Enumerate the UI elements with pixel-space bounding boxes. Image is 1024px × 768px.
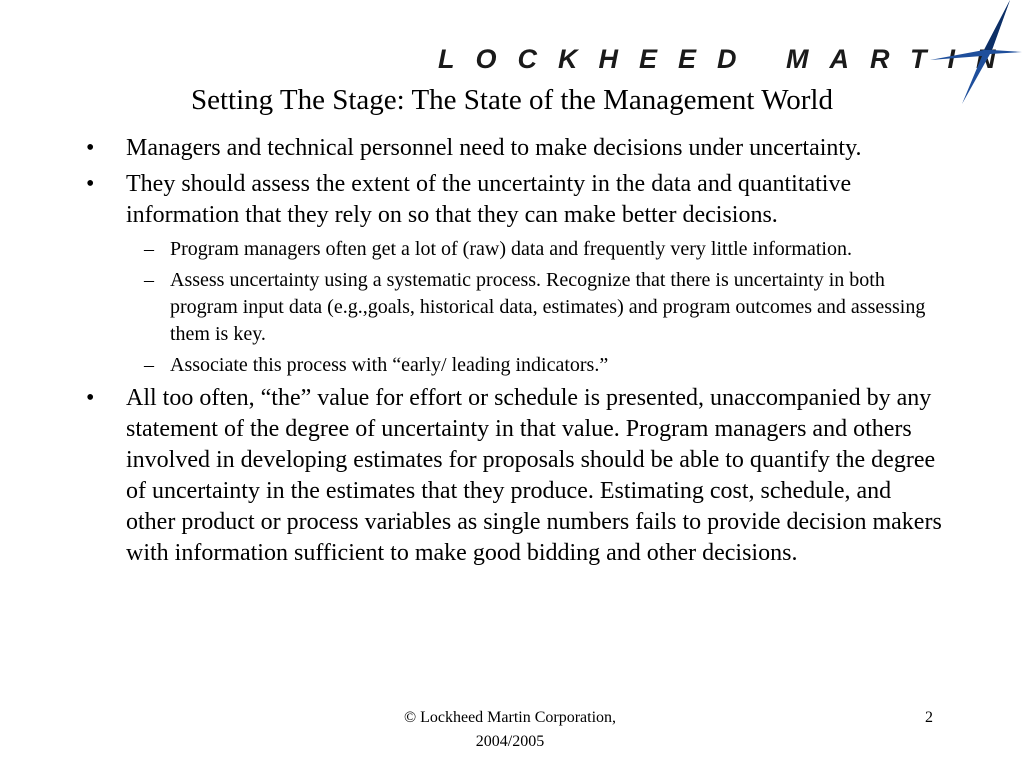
- sub-bullet-text: Associate this process with “early/ leading indicators.”: [170, 354, 609, 376]
- bullet-marker: •: [86, 171, 95, 197]
- slide-body: [86, 133, 946, 574]
- bullet-item: [86, 383, 946, 569]
- sub-bullet-item: [86, 267, 946, 348]
- bullet-marker: •: [86, 135, 95, 161]
- slide-title: Setting The Stage: The State of the Management World: [191, 84, 833, 116]
- dash-marker: –: [144, 269, 154, 291]
- sub-bullet-item: [86, 352, 946, 379]
- dash-marker: –: [144, 354, 154, 376]
- bullet-marker: •: [86, 385, 95, 411]
- sub-bullet-text: Program managers often get a lot of (raw) data and frequently very little information.: [170, 238, 852, 260]
- bullet-item: [86, 169, 946, 231]
- footer-copyright: [360, 706, 660, 754]
- sub-bullet-text: Assess uncertainty using a systematic process. Recognize that there is uncertainty in both program input data (e.g.,goals, historical data, estimates) and program outcomes and assessing them is key.: [170, 269, 926, 345]
- logo-wordmark: LOCKHEED MARTIN: [438, 44, 1017, 74]
- bullet-text: Managers and technical personnel need to make decisions under uncertainty.: [126, 135, 862, 161]
- bullet-text: All too often, “the” value for effort or schedule is presented, unaccompanied by any statement of the degree of uncertainty in that value. Program managers and others involved in developing estimates for proposals should be able to quantify the degree of uncertainty in the estimates that they produce. Estimating cost, schedule, and other product or process variables as single numbers fails to provide decision makers with information sufficient to make good bidding and other decisions.: [126, 385, 942, 566]
- page-number: 2: [925, 709, 933, 726]
- dash-marker: –: [144, 238, 154, 260]
- copyright-line-2: 2004/2005: [475, 733, 545, 750]
- bullet-item: [86, 133, 946, 164]
- sub-bullet-item: [86, 236, 946, 263]
- copyright-line-1: © Lockheed Martin Corporation,: [403, 709, 617, 726]
- bullet-text: They should assess the extent of the uncertainty in the data and quantitative information that they rely on so that they can make better decisions.: [126, 171, 852, 228]
